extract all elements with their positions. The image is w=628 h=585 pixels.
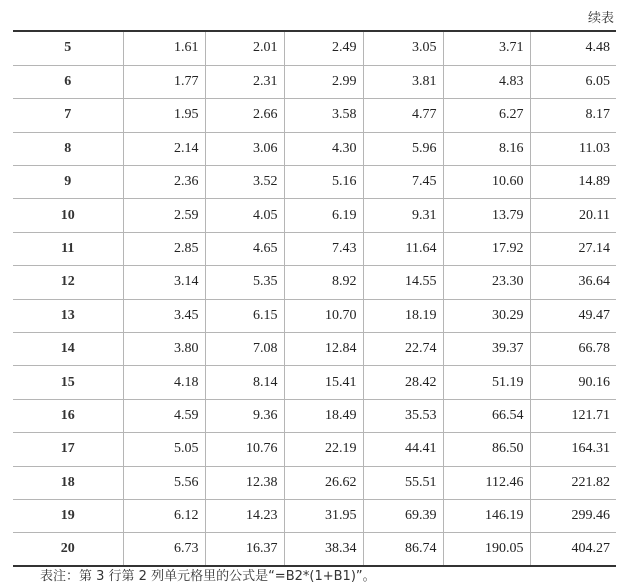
table-cell: 66.78 <box>530 333 616 366</box>
table-note: 表注：第 3 行第 2 列单元格里的公式是“=B2*(1+B1)”。 <box>40 569 376 584</box>
table-cell: 9.36 <box>205 399 284 432</box>
row-number: 15 <box>13 366 123 399</box>
table-cell: 1.77 <box>123 65 205 98</box>
table-cell: 5.35 <box>205 266 284 299</box>
table-cell: 5.56 <box>123 466 205 499</box>
table-cell: 86.50 <box>443 433 530 466</box>
row-number: 9 <box>13 166 123 199</box>
table-cell: 6.05 <box>530 65 616 98</box>
table-cell: 28.42 <box>363 366 443 399</box>
table-cell: 121.71 <box>530 399 616 432</box>
table-cell: 146.19 <box>443 499 530 532</box>
table-cell: 1.61 <box>123 32 205 65</box>
table-cell: 8.17 <box>530 99 616 132</box>
table-cell: 30.29 <box>443 299 530 332</box>
table-cell: 3.71 <box>443 32 530 65</box>
table-cell: 11.03 <box>530 132 616 165</box>
table-cell: 2.59 <box>123 199 205 232</box>
table-cell: 22.19 <box>284 433 363 466</box>
row-number: 20 <box>13 533 123 566</box>
table-cell: 221.82 <box>530 466 616 499</box>
table-cell: 8.16 <box>443 132 530 165</box>
table-cell: 55.51 <box>363 466 443 499</box>
row-number: 11 <box>13 232 123 265</box>
table-cell: 2.99 <box>284 65 363 98</box>
table-cell: 8.92 <box>284 266 363 299</box>
table-cell: 299.46 <box>530 499 616 532</box>
data-table <box>13 30 616 567</box>
table-cell: 4.59 <box>123 399 205 432</box>
row-number: 16 <box>13 399 123 432</box>
table-cell: 90.16 <box>530 366 616 399</box>
table-row <box>13 65 616 98</box>
table-row <box>13 99 616 132</box>
table-cell: 6.19 <box>284 199 363 232</box>
table-cell: 69.39 <box>363 499 443 532</box>
table-row <box>13 399 616 432</box>
row-number: 13 <box>13 299 123 332</box>
table-cell: 49.47 <box>530 299 616 332</box>
table-cell: 10.76 <box>205 433 284 466</box>
table-cell: 4.30 <box>284 132 363 165</box>
table-cell: 3.45 <box>123 299 205 332</box>
table-cell: 10.70 <box>284 299 363 332</box>
table-cell: 38.34 <box>284 533 363 566</box>
table-cell: 4.18 <box>123 366 205 399</box>
table-cell: 5.05 <box>123 433 205 466</box>
table-cell: 15.41 <box>284 366 363 399</box>
table-cell: 14.55 <box>363 266 443 299</box>
table-cell: 112.46 <box>443 466 530 499</box>
table-cell: 39.37 <box>443 333 530 366</box>
table-cell: 3.05 <box>363 32 443 65</box>
table-row <box>13 466 616 499</box>
table-cell: 2.36 <box>123 166 205 199</box>
table-cell: 3.80 <box>123 333 205 366</box>
table-cell: 3.81 <box>363 65 443 98</box>
table-cell: 4.83 <box>443 65 530 98</box>
table-cell: 4.05 <box>205 199 284 232</box>
table-cell: 66.54 <box>443 399 530 432</box>
table-cell: 35.53 <box>363 399 443 432</box>
table-cell: 51.19 <box>443 366 530 399</box>
table-cell: 3.58 <box>284 99 363 132</box>
table-cell: 4.48 <box>530 32 616 65</box>
table-cell: 4.77 <box>363 99 443 132</box>
table-cell: 2.14 <box>123 132 205 165</box>
table-cell: 22.74 <box>363 333 443 366</box>
table-cell: 17.92 <box>443 232 530 265</box>
table-cell: 5.16 <box>284 166 363 199</box>
table-cell: 13.79 <box>443 199 530 232</box>
table-cell: 3.14 <box>123 266 205 299</box>
table-cell: 26.62 <box>284 466 363 499</box>
table-cell: 164.31 <box>530 433 616 466</box>
table-cell: 7.43 <box>284 232 363 265</box>
table-cell: 2.85 <box>123 232 205 265</box>
row-number: 14 <box>13 333 123 366</box>
table-cell: 14.23 <box>205 499 284 532</box>
table-cell: 12.84 <box>284 333 363 366</box>
table-cell: 2.49 <box>284 32 363 65</box>
row-number: 6 <box>13 65 123 98</box>
table-row <box>13 32 616 65</box>
table-row <box>13 232 616 265</box>
table-row <box>13 499 616 532</box>
table-row <box>13 533 616 566</box>
table-cell: 6.27 <box>443 99 530 132</box>
row-number: 5 <box>13 32 123 65</box>
table-cell: 44.41 <box>363 433 443 466</box>
table-cell: 6.73 <box>123 533 205 566</box>
table-row <box>13 366 616 399</box>
table-cell: 14.89 <box>530 166 616 199</box>
table-cell: 6.12 <box>123 499 205 532</box>
table-cell: 3.52 <box>205 166 284 199</box>
continued-label: 续表 <box>587 11 614 26</box>
row-number: 12 <box>13 266 123 299</box>
table-cell: 11.64 <box>363 232 443 265</box>
table-cell: 36.64 <box>530 266 616 299</box>
row-number: 19 <box>13 499 123 532</box>
table-cell: 27.14 <box>530 232 616 265</box>
table-cell: 18.49 <box>284 399 363 432</box>
table-cell: 16.37 <box>205 533 284 566</box>
table-cell: 86.74 <box>363 533 443 566</box>
table-cell: 12.38 <box>205 466 284 499</box>
table-cell: 2.31 <box>205 65 284 98</box>
table-cell: 9.31 <box>363 199 443 232</box>
row-number: 8 <box>13 132 123 165</box>
table-row <box>13 199 616 232</box>
row-number: 7 <box>13 99 123 132</box>
table-cell: 2.01 <box>205 32 284 65</box>
table-cell: 8.14 <box>205 366 284 399</box>
table-row <box>13 299 616 332</box>
table-cell: 7.08 <box>205 333 284 366</box>
table-cell: 5.96 <box>363 132 443 165</box>
table-row <box>13 433 616 466</box>
table-cell: 6.15 <box>205 299 284 332</box>
row-number: 17 <box>13 433 123 466</box>
table-cell: 3.06 <box>205 132 284 165</box>
table-cell: 404.27 <box>530 533 616 566</box>
row-number: 10 <box>13 199 123 232</box>
table-cell: 20.11 <box>530 199 616 232</box>
table-cell: 1.95 <box>123 99 205 132</box>
table-cell: 18.19 <box>363 299 443 332</box>
table-cell: 190.05 <box>443 533 530 566</box>
table-cell: 31.95 <box>284 499 363 532</box>
table-cell: 7.45 <box>363 166 443 199</box>
table-cell: 10.60 <box>443 166 530 199</box>
table-row <box>13 266 616 299</box>
table-cell: 4.65 <box>205 232 284 265</box>
row-number: 18 <box>13 466 123 499</box>
table-cell: 23.30 <box>443 266 530 299</box>
table-row <box>13 132 616 165</box>
table-row <box>13 333 616 366</box>
table-cell: 2.66 <box>205 99 284 132</box>
table-row <box>13 166 616 199</box>
table-body <box>13 32 616 566</box>
